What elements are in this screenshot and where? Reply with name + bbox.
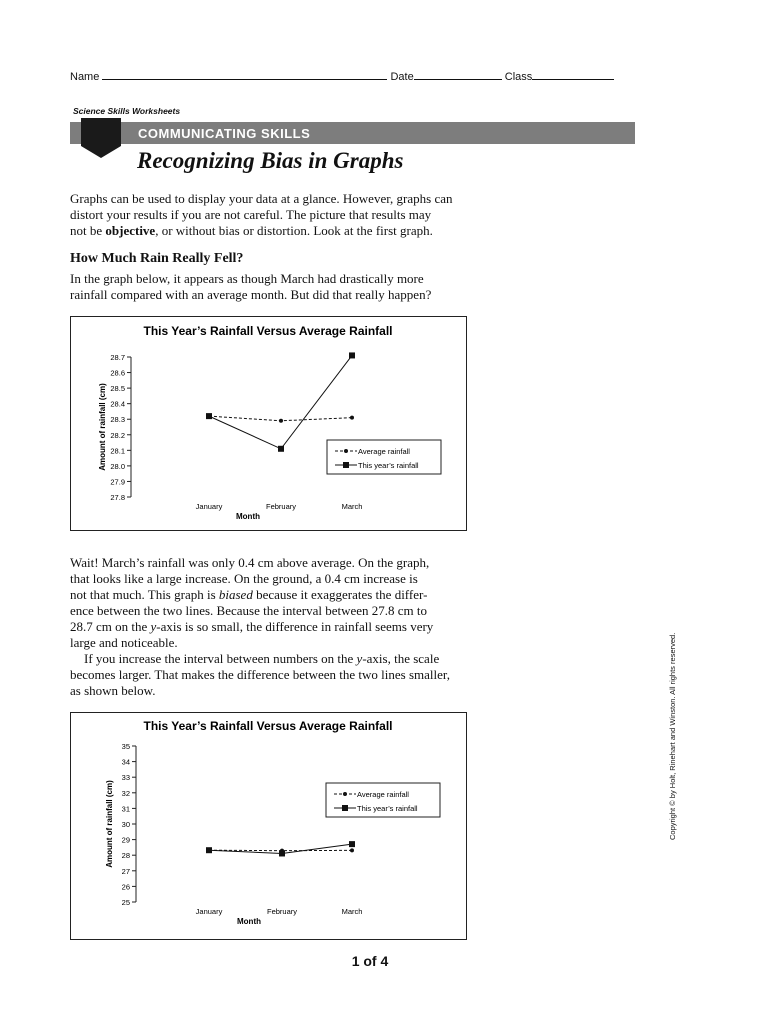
objective-term: objective: [105, 223, 156, 238]
p2-line-4: ence between the two lines. Because the interval between 27.8 cm to: [70, 603, 428, 618]
x-axis-label: Month: [237, 917, 261, 926]
y-tick-label: 27.9: [110, 477, 125, 487]
section-intro: [70, 271, 515, 303]
x-tick-label: March: [341, 502, 363, 511]
y-tick-label: 27: [121, 866, 130, 876]
x-tick-label: February: [265, 502, 297, 511]
chart-title: This Year’s Rainfall Versus Average Rainfall: [143, 324, 393, 338]
y-term: y: [150, 619, 157, 634]
banner-tab-point: [81, 146, 121, 158]
class-label: Class: [504, 71, 533, 83]
y-tick-label: 28.7: [110, 353, 125, 362]
y-tick-label: 28: [121, 851, 130, 861]
section-heading: How Much Rain Really Fell?: [70, 251, 244, 266]
name-label: Name: [70, 71, 100, 83]
y-tick-label: 28.4: [110, 399, 125, 409]
legend-label: This year’s rainfall: [358, 461, 419, 470]
p2-line-7-post: -axis, the scale: [362, 651, 440, 666]
data-point-average: [350, 848, 354, 852]
p2-line-1: Wait! March’s rainfall was only 0.4 cm above average. On the graph,: [70, 555, 430, 570]
intro-line-3-post: , or without bias or distortion. Look at the first graph.: [155, 223, 433, 238]
chart-title: This Year’s Rainfall Versus Average Rainfall: [143, 719, 393, 733]
legend-label: Average rainfall: [357, 790, 409, 799]
p2-line-5: [70, 619, 515, 635]
y-tick-label: 26: [121, 882, 130, 892]
y-tick-label: 32: [121, 788, 130, 798]
y-tick-label: 31: [121, 804, 130, 814]
x-axis-label: Month: [236, 512, 260, 521]
chart-1: [70, 316, 467, 531]
data-point-this-year: [206, 413, 212, 419]
chart-1-svg: [71, 317, 466, 530]
date-label: Date: [390, 71, 414, 83]
data-point-this-year: [278, 446, 284, 452]
explanation-paragraph: [70, 555, 515, 699]
y-tick-label: 25: [121, 898, 130, 907]
intro-line-1: Graphs can be used to display your data at a glance. However, graphs can: [70, 191, 453, 206]
section-intro-line-1: In the graph below, it appears as though March had drastically more: [70, 271, 424, 286]
legend-marker-square: [342, 805, 348, 811]
page-number: 1 of 4: [351, 953, 389, 969]
data-point-average: [279, 419, 283, 423]
p2-line-7-pre: If you increase the interval between numbers on the: [84, 651, 357, 666]
banner-tab: [81, 118, 121, 146]
p2-line-3-post: because it exaggerates the differ-: [252, 587, 428, 602]
intro-paragraph: [70, 191, 515, 239]
page-title: Recognizing Bias in Graphs: [137, 148, 404, 173]
x-tick-label: January: [195, 907, 223, 916]
p2-line-3-pre: not that much. This graph is: [70, 587, 219, 602]
legend-marker-circle: [343, 792, 347, 796]
student-info-line: [70, 68, 614, 83]
intro-line-3: [70, 223, 515, 239]
x-tick-label: February: [266, 907, 298, 916]
p2-line-9: as shown below.: [70, 683, 156, 698]
y-tick-label: 34: [121, 757, 130, 767]
data-point-this-year: [349, 352, 355, 358]
data-point-this-year: [206, 847, 212, 853]
p2-line-3: [70, 587, 515, 603]
intro-line-2: distort your results if you are not careful. The picture that results may: [70, 207, 432, 222]
y-tick-label: 28.5: [110, 384, 125, 394]
y-tick-label: 28.1: [110, 446, 125, 456]
series-line-2: [209, 355, 352, 448]
banner-text: COMMUNICATING SKILLS: [138, 126, 311, 141]
class-field[interactable]: [532, 68, 614, 80]
y-term-2: y: [356, 651, 363, 666]
chart-2: [70, 712, 467, 940]
section-intro-line-2: rainfall compared with an average month. But did that really happen?: [70, 287, 432, 302]
legend-marker-circle: [344, 449, 348, 453]
copyright-notice: Copyright © by Holt, Rinehart and Winston. All rights reserved.: [668, 632, 677, 840]
p2-line-8: becomes larger. That makes the difference between the two lines smaller,: [70, 667, 450, 682]
y-tick-label: 35: [121, 742, 130, 751]
y-tick-label: 29: [121, 835, 130, 845]
biased-term: biased: [218, 587, 253, 602]
y-tick-label: 28.0: [110, 461, 125, 471]
p2-line-5-pre: 28.7 cm on the: [70, 619, 151, 634]
y-axis-label: Amount of rainfall (cm): [105, 780, 114, 868]
x-tick-label: January: [195, 502, 223, 511]
y-tick-label: 28.3: [110, 415, 125, 425]
legend-marker-square: [343, 462, 349, 468]
y-tick-label: 30: [121, 820, 130, 829]
y-axis-label: Amount of rainfall (cm): [98, 383, 107, 471]
data-point-this-year: [279, 850, 285, 856]
y-tick-label: 28.2: [110, 430, 125, 440]
date-field[interactable]: [414, 68, 502, 80]
p2-line-6: large and noticeable.: [70, 635, 178, 650]
p2-line-5-post: -axis is so small, the difference in rainfall seems very: [156, 619, 434, 634]
legend-label: This year’s rainfall: [357, 804, 418, 813]
name-field[interactable]: [102, 68, 387, 80]
p2-line-2: that looks like a large increase. On the ground, a 0.4 cm increase is: [70, 571, 418, 586]
data-point-this-year: [349, 841, 355, 847]
series-label: Science Skills Worksheets: [73, 106, 181, 116]
x-tick-label: March: [341, 907, 363, 916]
chart-2-svg: [71, 713, 466, 939]
legend-label: Average rainfall: [358, 447, 410, 456]
intro-line-3-pre: not be: [70, 223, 106, 238]
y-tick-label: 27.8: [110, 493, 125, 502]
data-point-average: [350, 416, 354, 420]
p2-line-7: [70, 651, 515, 667]
y-tick-label: 28.6: [110, 368, 125, 378]
y-tick-label: 33: [121, 773, 130, 783]
